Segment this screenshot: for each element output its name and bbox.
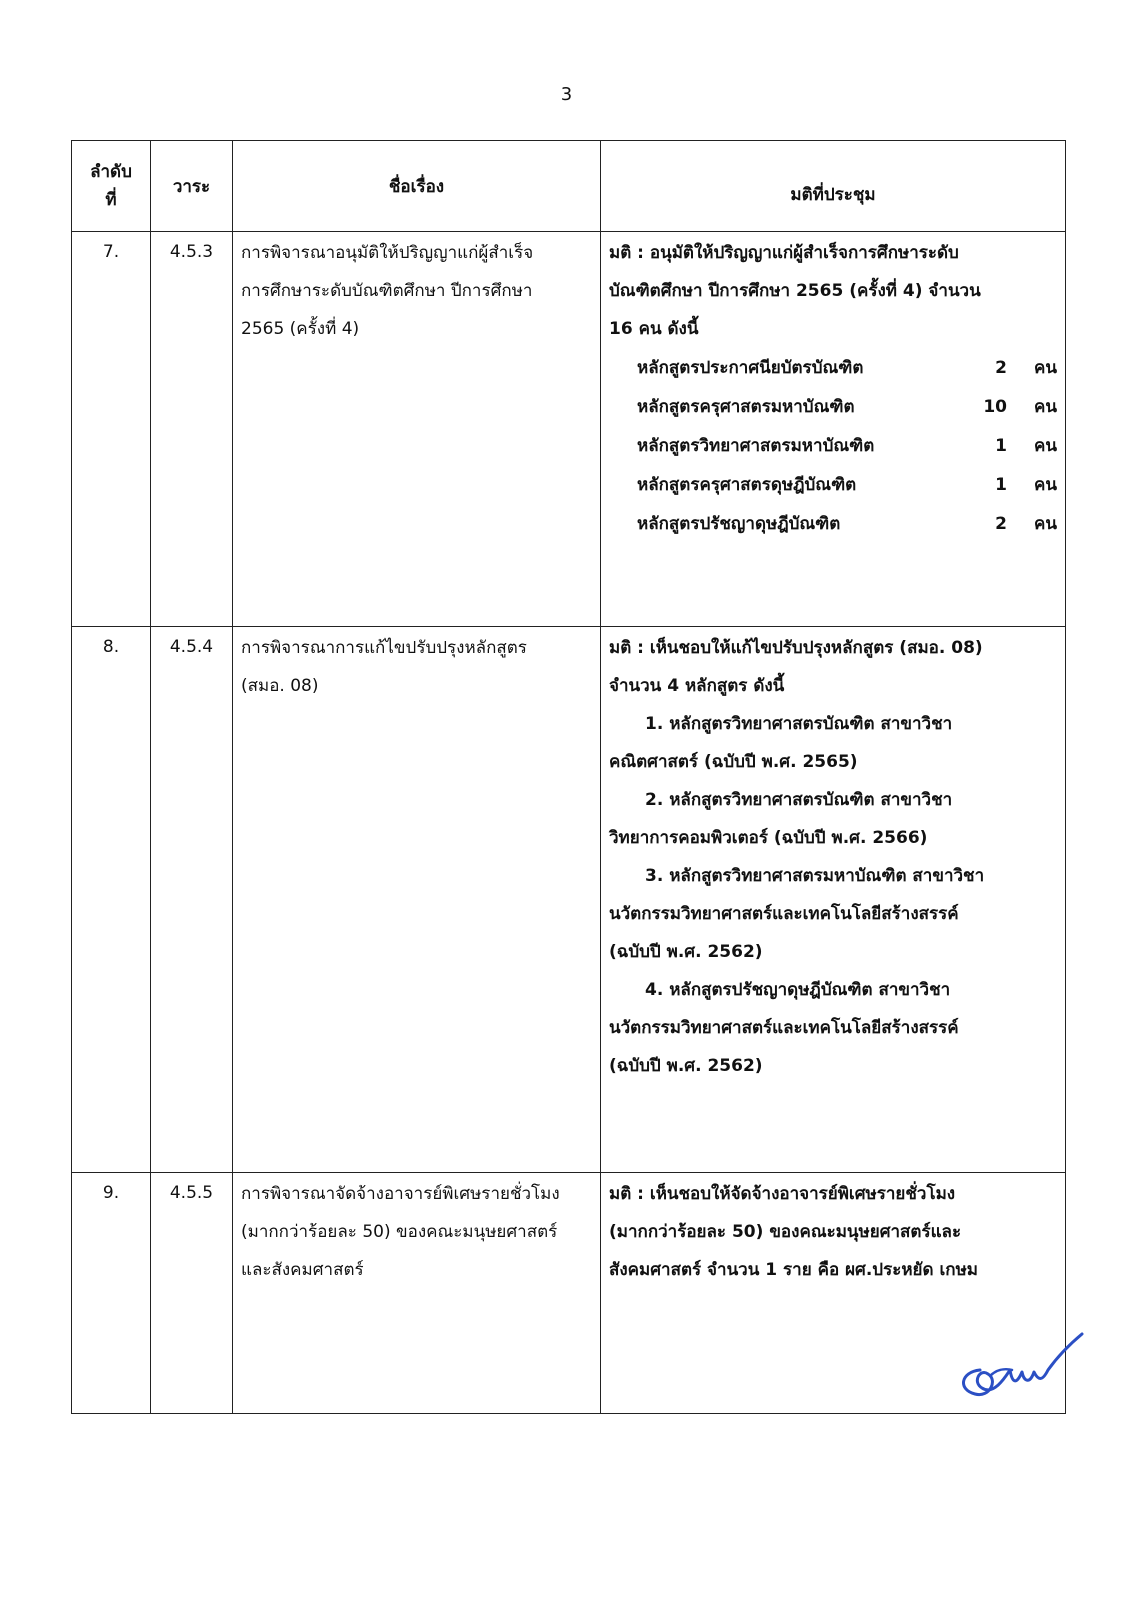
program-unit: คน <box>1034 474 1057 495</box>
row-number-cell <box>72 627 151 1173</box>
program-name: หลักสูตรวิทยาศาสตรมหาบัณฑิต <box>637 435 875 456</box>
header-no <box>72 141 151 232</box>
program-name: หลักสูตรครุศาสตรมหาบัณฑิต <box>637 396 855 417</box>
program-count: 2 <box>995 513 1007 534</box>
table-header-row <box>72 141 1066 232</box>
program-unit: คน <box>1034 357 1057 378</box>
resolution-line: มติ : เห็นชอบให้จัดจ้างอาจารย์พิเศษรายชั่วโมง <box>609 1184 956 1204</box>
program-unit: คน <box>1034 435 1057 456</box>
minutes-table <box>71 140 1066 1414</box>
header-title: ชื่อเรื่อง <box>233 141 601 232</box>
signature-stroke <box>964 1334 1082 1395</box>
curriculum-item-line: 1. หลักสูตรวิทยาศาสตรบัณฑิต สาขาวิชา <box>645 714 953 734</box>
resolution-cell <box>601 627 1066 1173</box>
resolution-line: สังคมศาสตร์ จำนวน 1 ราย คือ ผศ.ประหยัด เกษม <box>609 1260 978 1280</box>
table-row <box>72 627 1066 1173</box>
header-agenda: วาระ <box>151 141 233 232</box>
header-no-line2: ที่ <box>105 190 117 210</box>
title-line: (สมอ. 08) <box>241 676 319 696</box>
resolution-line: บัณฑิตศึกษา ปีการศึกษา 2565 (ครั้งที่ 4) จำนวน <box>609 281 981 301</box>
title-cell <box>233 232 601 627</box>
program-count: 1 <box>995 474 1007 495</box>
row-number: 8. <box>102 637 120 657</box>
program-item <box>637 348 1057 387</box>
curriculum-item-line: คณิตศาสตร์ (ฉบับปี พ.ศ. 2565) <box>609 752 858 772</box>
page-number: 3 <box>560 84 573 105</box>
row-number-cell <box>72 232 151 627</box>
row-number: 9. <box>102 1183 120 1203</box>
program-name: หลักสูตรครุศาสตรดุษฎีบัณฑิต <box>637 474 857 495</box>
agenda-number: 4.5.4 <box>169 637 214 657</box>
curriculum-item-line: นวัตกรรมวิทยาศาสตร์และเทคโนโลยีสร้างสรรค์ <box>609 904 959 924</box>
title-line: การพิจารณาจัดจ้างอาจารย์พิเศษรายชั่วโมง <box>241 1184 560 1204</box>
resolution-line: (มากกว่าร้อยละ 50) ของคณะมนุษยศาสตร์และ <box>609 1222 962 1242</box>
curriculum-item <box>609 971 1057 1085</box>
program-unit: คน <box>1034 396 1057 417</box>
header-no-line1: ลำดับ <box>90 162 132 182</box>
curriculum-item-line: นวัตกรรมวิทยาศาสตร์และเทคโนโลยีสร้างสรรค์ <box>609 1018 959 1038</box>
resolution-line: มติ : อนุมัติให้ปริญญาแก่ผู้สำเร็จการศึกษาระดับ <box>609 243 959 263</box>
program-unit: คน <box>1034 513 1057 534</box>
curriculum-item-line: 4. หลักสูตรปรัชญาดุษฎีบัณฑิต สาขาวิชา <box>645 980 951 1000</box>
curriculum-item <box>609 857 1057 971</box>
header-resolution: มติที่ประชุม <box>601 141 1066 232</box>
program-count: 1 <box>995 435 1007 456</box>
program-item <box>637 504 1057 543</box>
curriculum-item <box>609 705 1057 781</box>
agenda-number: 4.5.5 <box>169 1183 214 1203</box>
resolution-line: จำนวน 4 หลักสูตร ดังนี้ <box>609 676 785 696</box>
table-row <box>72 1173 1066 1414</box>
resolution-line: มติ : เห็นชอบให้แก้ไขปรับปรุงหลักสูตร (สมอ. 08) <box>609 638 983 658</box>
title-line: และสังคมศาสตร์ <box>241 1260 364 1280</box>
title-line: การศึกษาระดับบัณฑิตศึกษา ปีการศึกษา <box>241 281 533 301</box>
table-row <box>72 232 1066 627</box>
title-line: 2565 (ครั้งที่ 4) <box>241 319 360 339</box>
agenda-cell <box>151 1173 233 1414</box>
row-number: 7. <box>102 242 120 262</box>
signature <box>950 1310 1090 1410</box>
curriculum-item-line: (ฉบับปี พ.ศ. 2562) <box>609 942 763 962</box>
title-line: การพิจารณาการแก้ไขปรับปรุงหลักสูตร <box>241 638 527 658</box>
program-list <box>609 348 1057 543</box>
curriculum-item-line: วิทยาการคอมพิวเตอร์ (ฉบับปี พ.ศ. 2566) <box>609 828 928 848</box>
row-number-cell <box>72 1173 151 1414</box>
agenda-number: 4.5.3 <box>169 242 214 262</box>
program-item <box>637 465 1057 504</box>
program-count: 2 <box>995 357 1007 378</box>
resolution-line: 16 คน ดังนี้ <box>609 319 699 339</box>
curriculum-item-line: 3. หลักสูตรวิทยาศาสตรมหาบัณฑิต สาขาวิชา <box>645 866 985 886</box>
curriculum-item-line: (ฉบับปี พ.ศ. 2562) <box>609 1056 763 1076</box>
program-count: 10 <box>983 396 1007 417</box>
program-name: หลักสูตรปรัชญาดุษฎีบัณฑิต <box>637 513 841 534</box>
agenda-cell <box>151 627 233 1173</box>
title-cell <box>233 1173 601 1414</box>
title-line: (มากกว่าร้อยละ 50) ของคณะมนุษยศาสตร์ <box>241 1222 558 1242</box>
curriculum-item-line: 2. หลักสูตรวิทยาศาสตรบัณฑิต สาขาวิชา <box>645 790 953 810</box>
curriculum-item <box>609 781 1057 857</box>
agenda-cell <box>151 232 233 627</box>
resolution-cell <box>601 232 1066 627</box>
title-cell <box>233 627 601 1173</box>
program-item <box>637 387 1057 426</box>
title-line: การพิจารณาอนุมัติให้ปริญญาแก่ผู้สำเร็จ <box>241 243 534 263</box>
program-name: หลักสูตรประกาศนียบัตรบัณฑิต <box>637 357 864 378</box>
program-item <box>637 426 1057 465</box>
